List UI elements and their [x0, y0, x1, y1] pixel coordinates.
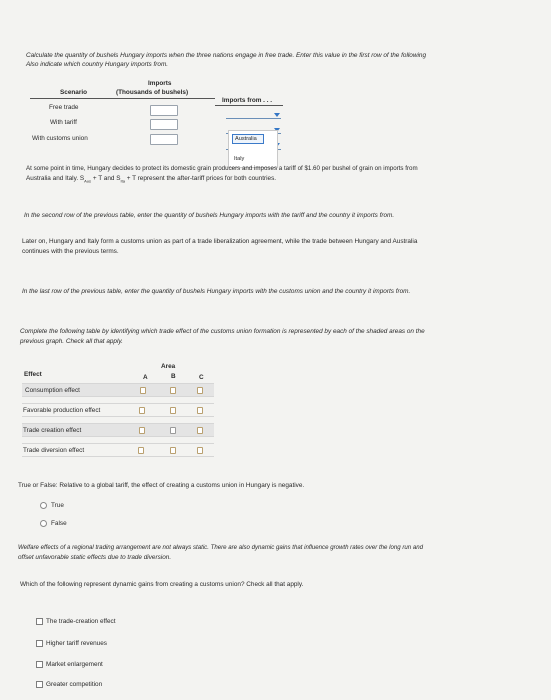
checkbox-greater-competition[interactable]	[36, 681, 43, 688]
row-label-free-trade: Free trade	[49, 104, 79, 111]
area-header: Area	[161, 363, 176, 370]
complete-table-instruction-line-1: Complete the following table by identifying which trade effect of the customs union formation is represented by each of the shaded areas on the	[20, 328, 425, 335]
option-label: The trade-creation effect	[46, 618, 116, 625]
checkbox-trade-diversion-b[interactable]	[170, 447, 176, 454]
checkbox-trade-diversion-c[interactable]	[197, 447, 203, 454]
table-row	[22, 423, 214, 437]
checkbox-favorable-production-b[interactable]	[170, 407, 176, 414]
effect-label: Trade diversion effect	[23, 447, 85, 454]
radio-false[interactable]	[40, 520, 47, 527]
table-row	[22, 383, 214, 397]
checkbox-trade-creation-a[interactable]	[139, 427, 145, 434]
effect-label: Consumption effect	[25, 387, 80, 394]
table-row	[22, 403, 214, 417]
checkbox-trade-creation-c[interactable]	[197, 427, 203, 434]
effect-label: Favorable production effect	[23, 407, 101, 414]
checkbox-consumption-a[interactable]	[140, 387, 146, 394]
checkbox-consumption-c[interactable]	[197, 387, 203, 394]
effect-label: Trade creation effect	[23, 427, 82, 434]
welfare-paragraph-line-2: offset unfavorable static effects due to trade diversion.	[18, 554, 172, 561]
radio-true[interactable]	[40, 502, 47, 509]
imports-input-customs-union[interactable]	[150, 134, 178, 145]
option-label: Higher tariff revenues	[46, 640, 107, 647]
checkbox-market-enlargement[interactable]	[36, 661, 43, 668]
column-header-a: A	[143, 374, 148, 381]
option-label: Greater competition	[46, 681, 103, 688]
table1-header-rule-2	[215, 105, 283, 106]
customs-union-paragraph-line-1: Later on, Hungary and Italy form a customs union as part of a trade liberalization agreement, while the trade between Hungary and Australia	[22, 238, 418, 245]
radio-false-label: False	[51, 520, 67, 527]
second-row-instruction: In the second row of the previous table, enter the quantity of bushels Hungary imports with the tariff and the country it imports from.	[24, 212, 395, 219]
checkbox-consumption-b[interactable]	[170, 387, 176, 394]
question-line-2: Also indicate which country Hungary imports from.	[26, 61, 169, 68]
checkbox-favorable-production-c[interactable]	[197, 407, 203, 414]
header-thousands-of-bushels: (Thousands of bushels)	[116, 89, 189, 96]
dynamic-gains-question: Which of the following represent dynamic gains from creating a customs union? Check all that apply.	[20, 581, 304, 588]
column-header-b: B	[171, 373, 176, 380]
imports-input-tariff[interactable]	[150, 119, 178, 130]
column-header-c: C	[199, 374, 204, 381]
imports-input-free-trade[interactable]	[150, 105, 178, 116]
effect-column-header: Effect	[24, 371, 42, 378]
checkbox-trade-creation-effect[interactable]	[36, 618, 43, 625]
table-row	[22, 443, 214, 457]
checkbox-favorable-production-a[interactable]	[139, 407, 145, 414]
welfare-paragraph-line-1: Welfare effects of a regional trading arrangement are not always static. There are also dynamic gains that influence growth rates over the long run and	[18, 544, 424, 551]
question-line-1: Calculate the quantity of bushels Hungary imports when the three nations engage in free trade. Enter this value in the first row of the following	[26, 52, 426, 59]
dropdown-option-italy[interactable]: Italy	[234, 156, 245, 162]
tariff-paragraph-line-2: Australia and Italy. $S_{Aus} + T$ and $S_{Ita} + T$ represent the after-tariff prices for both countries.	[26, 175, 277, 184]
imports-from-dropdown-free-trade[interactable]	[226, 109, 281, 119]
row-label-customs-union: With customs union	[32, 135, 88, 142]
last-row-instruction: In the last row of the previous table, enter the quantity of bushels Hungary imports with the customs union and the country it imports from.	[22, 288, 411, 295]
tariff-paragraph-line-1: At some point in time, Hungary decides to protect its domestic grain producers and imposes a tariff of $1.60 per bushel of grain on imports from	[26, 165, 418, 172]
checkbox-trade-diversion-a[interactable]	[138, 447, 144, 454]
customs-union-paragraph-line-2: continues with the previous terms.	[22, 248, 119, 255]
header-imports: Imports	[148, 80, 172, 87]
checkbox-higher-tariff-revenues[interactable]	[36, 640, 43, 647]
header-imports-from: Imports from . . .	[222, 97, 273, 104]
dropdown-option-australia[interactable]: Australia	[232, 134, 264, 144]
true-false-question: True or False: Relative to a global tariff, the effect of creating a customs union in Hungary is negative.	[18, 482, 305, 489]
chevron-down-icon	[274, 113, 280, 117]
row-label-with-tariff: With tariff	[50, 119, 77, 126]
complete-table-instruction-line-2: previous graph. Check all that apply.	[20, 338, 123, 345]
radio-true-label: True	[51, 502, 64, 509]
table1-header-rule	[30, 98, 215, 99]
header-scenario: Scenario	[60, 89, 87, 96]
option-label: Market enlargement	[46, 661, 103, 668]
checkbox-trade-creation-b[interactable]	[170, 427, 176, 434]
dropdown-options-popup	[228, 130, 278, 168]
